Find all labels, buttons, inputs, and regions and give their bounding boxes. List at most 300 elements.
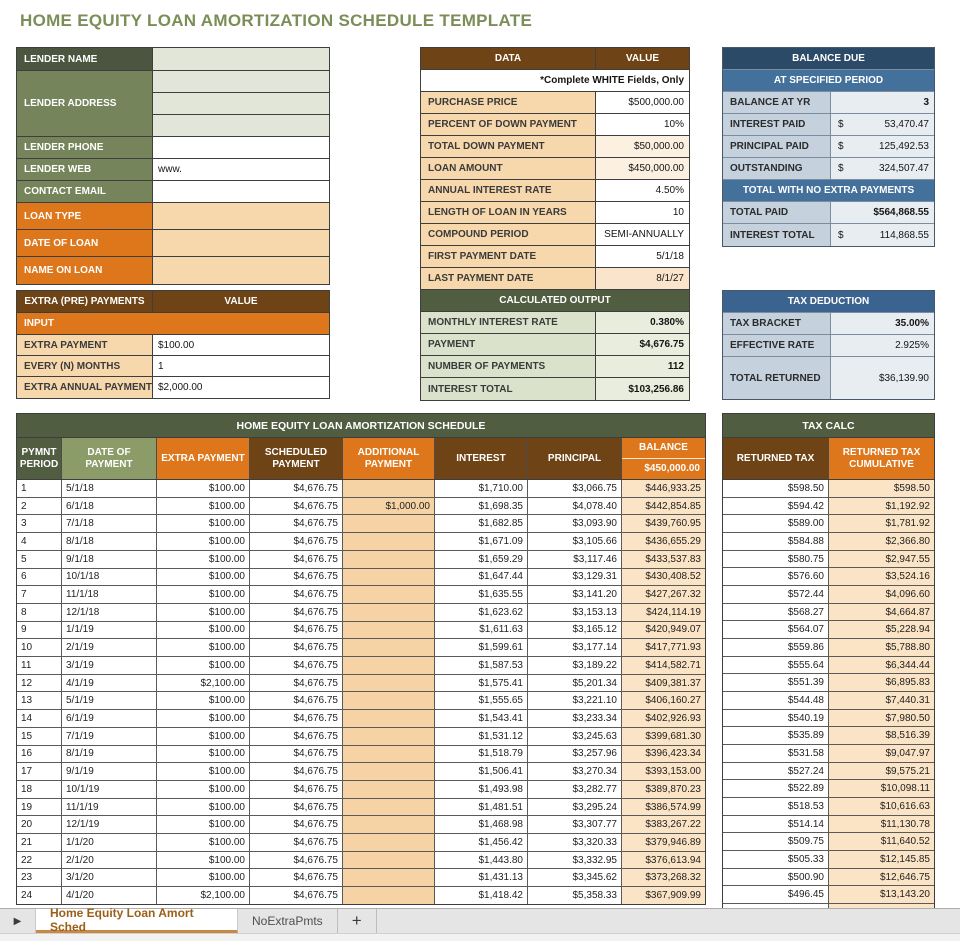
date-cell[interactable]: 3/1/19 xyxy=(62,657,157,674)
returned-tax-cumulative-cell[interactable]: $4,096.60 xyxy=(829,586,934,603)
additional-payment-cell[interactable] xyxy=(343,533,435,550)
principal-cell[interactable]: $3,245.63 xyxy=(528,728,622,745)
scheduled-payment-cell[interactable]: $4,676.75 xyxy=(250,622,343,639)
principal-cell[interactable]: $3,270.34 xyxy=(528,763,622,780)
contact-email-value[interactable] xyxy=(153,181,329,202)
period-cell[interactable]: 15 xyxy=(17,728,62,745)
interest-cell[interactable]: $1,710.00 xyxy=(435,480,528,497)
interest-cell[interactable]: $1,456.42 xyxy=(435,834,528,851)
extra-payment-cell[interactable]: $100.00 xyxy=(157,480,250,497)
principal-cell[interactable]: $3,189.22 xyxy=(528,657,622,674)
additional-payment-cell[interactable] xyxy=(343,586,435,603)
principal-cell[interactable]: $4,078.40 xyxy=(528,498,622,515)
period-cell[interactable]: 6 xyxy=(17,569,62,586)
additional-payment-cell[interactable] xyxy=(343,569,435,586)
additional-payment-cell[interactable] xyxy=(343,781,435,798)
balance-cell[interactable]: $373,268.32 xyxy=(622,869,705,886)
schedule-row xyxy=(17,604,705,622)
scheduled-payment-cell[interactable]: $4,676.75 xyxy=(250,498,343,515)
monthly-rate-value[interactable]: 0.380% xyxy=(596,312,689,333)
extra-payment-cell[interactable]: $100.00 xyxy=(157,604,250,621)
returned-tax-cumulative-cell[interactable]: $4,664.87 xyxy=(829,604,934,621)
balance-cell[interactable]: $436,655.29 xyxy=(622,533,705,550)
first-payment-value[interactable]: 5/1/18 xyxy=(656,251,684,262)
extra-payment-cell[interactable]: $100.00 xyxy=(157,515,250,532)
every-n-months-label: EVERY (N) MONTHS xyxy=(17,356,153,376)
returned-tax-cumulative-cell[interactable]: $12,145.85 xyxy=(829,851,934,868)
interest-cell[interactable]: $1,623.62 xyxy=(435,604,528,621)
tax-calc-row xyxy=(723,586,934,604)
returned-tax-cell[interactable]: $535.89 xyxy=(723,727,829,744)
returned-tax-cell[interactable]: $522.89 xyxy=(723,780,829,797)
scheduled-payment-cell[interactable]: $4,676.75 xyxy=(250,852,343,869)
returned-tax-cumulative-cell[interactable]: $10,098.11 xyxy=(829,780,934,797)
returned-tax-cumulative-cell[interactable]: $7,440.31 xyxy=(829,692,934,709)
tab-home-equity-loan-amort-sched[interactable] xyxy=(36,905,238,934)
additional-payment-cell[interactable] xyxy=(343,816,435,833)
principal-paid-value[interactable] xyxy=(831,136,934,157)
returned-tax-cumulative-cell[interactable]: $2,947.55 xyxy=(829,551,934,568)
date-cell[interactable]: 6/1/18 xyxy=(62,498,157,515)
payment-value[interactable]: $4,676.75 xyxy=(596,334,689,355)
lender-phone-value[interactable] xyxy=(153,137,329,158)
scheduled-payment-cell[interactable]: $4,676.75 xyxy=(250,869,343,886)
interest-total-due-label: INTEREST TOTAL xyxy=(723,224,831,246)
balance-cell[interactable]: $414,582.71 xyxy=(622,657,705,674)
principal-cell[interactable]: $3,129.31 xyxy=(528,569,622,586)
scheduled-payment-cell[interactable]: $4,676.75 xyxy=(250,781,343,798)
interest-cell[interactable]: $1,481.51 xyxy=(435,799,528,816)
date-cell[interactable]: 11/1/18 xyxy=(62,586,157,603)
returned-tax-cell[interactable]: $527.24 xyxy=(723,763,829,780)
additional-payment-cell[interactable] xyxy=(343,657,435,674)
principal-cell[interactable]: $3,320.33 xyxy=(528,834,622,851)
scheduled-payment-cell[interactable]: $4,676.75 xyxy=(250,816,343,833)
balance-at-yr-label: BALANCE AT YR xyxy=(723,92,831,113)
returned-tax-cumulative-cell[interactable]: $8,516.39 xyxy=(829,727,934,744)
compound-period-value[interactable]: SEMI-ANNUALLY xyxy=(604,229,684,240)
returned-tax-cumulative-cell[interactable]: $5,788.80 xyxy=(829,639,934,656)
balance-cell[interactable]: $427,267.32 xyxy=(622,586,705,603)
returned-tax-cell[interactable]: $589.00 xyxy=(723,515,829,532)
additional-payment-cell[interactable] xyxy=(343,675,435,692)
schedule-row xyxy=(17,781,705,799)
extra-payment-cell[interactable]: $100.00 xyxy=(157,869,250,886)
period-cell[interactable]: 5 xyxy=(17,551,62,568)
interest-paid-value[interactable] xyxy=(831,114,934,135)
date-cell[interactable]: 7/1/18 xyxy=(62,515,157,532)
scheduled-payment-cell[interactable]: $4,676.75 xyxy=(250,728,343,745)
extra-payment-cell[interactable]: $100.00 xyxy=(157,834,250,851)
total-down-value[interactable]: $50,000.00 xyxy=(596,136,689,157)
scheduled-payment-cell[interactable]: $4,676.75 xyxy=(250,533,343,550)
scheduled-payment-cell[interactable]: $4,676.75 xyxy=(250,746,343,763)
period-cell[interactable]: 3 xyxy=(17,515,62,532)
schedule-row xyxy=(17,728,705,746)
effective-rate-value[interactable]: 2.925% xyxy=(831,335,934,356)
date-cell[interactable]: 3/1/20 xyxy=(62,869,157,886)
period-cell[interactable]: 14 xyxy=(17,710,62,727)
period-cell[interactable]: 24 xyxy=(17,887,62,904)
period-cell[interactable]: 19 xyxy=(17,799,62,816)
lender-web-value[interactable]: www. xyxy=(158,164,182,175)
additional-payment-cell[interactable] xyxy=(343,746,435,763)
period-cell[interactable]: 17 xyxy=(17,763,62,780)
date-cell[interactable]: 1/1/20 xyxy=(62,834,157,851)
extra-payment-cell[interactable]: $100.00 xyxy=(157,799,250,816)
extra-annual-payment-value[interactable]: $2,000.00 xyxy=(158,382,203,393)
extra-payment-cell[interactable]: $2,100.00 xyxy=(157,887,250,904)
interest-cell[interactable]: $1,635.55 xyxy=(435,586,528,603)
date-cell[interactable]: 8/1/18 xyxy=(62,533,157,550)
lender-address-line1[interactable] xyxy=(153,71,329,93)
balance-cell[interactable]: $433,537.83 xyxy=(622,551,705,568)
date-cell[interactable]: 6/1/19 xyxy=(62,710,157,727)
principal-cell[interactable]: $3,257.96 xyxy=(528,746,622,763)
returned-tax-cell[interactable]: $572.44 xyxy=(723,586,829,603)
interest-cell[interactable]: $1,418.42 xyxy=(435,887,528,904)
balance-cell[interactable]: $399,681.30 xyxy=(622,728,705,745)
interest-cell[interactable]: $1,682.85 xyxy=(435,515,528,532)
period-cell[interactable]: 18 xyxy=(17,781,62,798)
interest-cell[interactable]: $1,611.63 xyxy=(435,622,528,639)
additional-payment-cell[interactable] xyxy=(343,515,435,532)
additional-payment-cell[interactable] xyxy=(343,622,435,639)
tax-calc-table xyxy=(722,413,935,910)
date-cell[interactable]: 8/1/19 xyxy=(62,746,157,763)
returned-tax-cell[interactable]: $576.60 xyxy=(723,568,829,585)
returned-tax-cell[interactable]: $505.33 xyxy=(723,851,829,868)
additional-payment-cell[interactable] xyxy=(343,639,435,656)
date-cell[interactable]: 9/1/19 xyxy=(62,763,157,780)
returned-tax-cumulative-cell[interactable]: $7,980.50 xyxy=(829,710,934,727)
scheduled-payment-cell[interactable]: $4,676.75 xyxy=(250,675,343,692)
additional-payment-cell[interactable] xyxy=(343,887,435,904)
balance-cell[interactable]: $386,574.99 xyxy=(622,799,705,816)
returned-tax-cumulative-cell[interactable]: $10,616.63 xyxy=(829,798,934,815)
principal-cell[interactable]: $3,221.10 xyxy=(528,692,622,709)
extra-payment-value[interactable]: $100.00 xyxy=(158,339,195,351)
returned-tax-cell[interactable]: $500.90 xyxy=(723,869,829,886)
returned-tax-cumulative-cell[interactable]: $11,130.78 xyxy=(829,816,934,833)
schedule-row xyxy=(17,869,705,887)
tab-noextrapmts[interactable] xyxy=(238,909,338,933)
scheduled-payment-cell[interactable]: $4,676.75 xyxy=(250,639,343,656)
returned-tax-cumulative-cell[interactable]: $2,366.80 xyxy=(829,533,934,550)
amount: $564,868.55 xyxy=(873,207,929,218)
period-cell[interactable]: 20 xyxy=(17,816,62,833)
date-cell[interactable]: 9/1/18 xyxy=(62,551,157,568)
additional-payment-cell[interactable] xyxy=(343,728,435,745)
interest-cell[interactable]: $1,659.29 xyxy=(435,551,528,568)
every-n-months-value[interactable]: 1 xyxy=(158,360,164,372)
returned-tax-cumulative-cell[interactable]: $5,228.94 xyxy=(829,621,934,638)
date-of-loan-value[interactable] xyxy=(153,230,329,256)
principal-cell[interactable]: $5,201.34 xyxy=(528,675,622,692)
returned-tax-cumulative-cell[interactable]: $3,524.16 xyxy=(829,568,934,585)
extra-payment-cell[interactable]: $100.00 xyxy=(157,710,250,727)
balance-cell[interactable]: $420,949.07 xyxy=(622,622,705,639)
extra-payment-cell[interactable]: $100.00 xyxy=(157,728,250,745)
returned-tax-cumulative-cell[interactable]: $6,344.44 xyxy=(829,657,934,674)
add-sheet-button[interactable] xyxy=(338,909,377,933)
date-cell[interactable]: 4/1/20 xyxy=(62,887,157,904)
balance-cell[interactable]: $396,423.34 xyxy=(622,746,705,763)
interest-cell[interactable]: $1,698.35 xyxy=(435,498,528,515)
interest-cell[interactable]: $1,671.09 xyxy=(435,533,528,550)
returned-tax-cell[interactable]: $518.53 xyxy=(723,798,829,815)
returned-tax-cumulative-cell[interactable]: $9,575.21 xyxy=(829,763,934,780)
returned-tax-cell[interactable]: $559.86 xyxy=(723,639,829,656)
returned-tax-cell[interactable]: $594.42 xyxy=(723,498,829,515)
interest-cell[interactable]: $1,518.79 xyxy=(435,746,528,763)
period-cell[interactable]: 8 xyxy=(17,604,62,621)
last-payment-value[interactable]: 8/1/27 xyxy=(596,268,689,289)
extra-payment-cell[interactable]: $100.00 xyxy=(157,569,250,586)
additional-payment-cell[interactable] xyxy=(343,480,435,497)
interest-cell[interactable]: $1,506.41 xyxy=(435,763,528,780)
date-cell[interactable]: 5/1/19 xyxy=(62,692,157,709)
extra-payment-cell[interactable]: $100.00 xyxy=(157,498,250,515)
date-cell[interactable]: 12/1/18 xyxy=(62,604,157,621)
scheduled-payment-cell[interactable]: $4,676.75 xyxy=(250,586,343,603)
returned-tax-cumulative-cell[interactable]: $6,895.83 xyxy=(829,674,934,691)
scheduled-payment-cell[interactable]: $4,676.75 xyxy=(250,551,343,568)
loan-amount-value[interactable]: $450,000.00 xyxy=(596,158,689,179)
balance-cell[interactable]: $383,267.22 xyxy=(622,816,705,833)
period-cell[interactable]: 10 xyxy=(17,639,62,656)
balance-cell[interactable]: $376,613.94 xyxy=(622,852,705,869)
period-cell[interactable]: 1 xyxy=(17,480,62,497)
date-cell[interactable]: 10/1/18 xyxy=(62,569,157,586)
returned-tax-cell[interactable]: $555.64 xyxy=(723,657,829,674)
outstanding-value[interactable] xyxy=(831,158,934,179)
date-cell[interactable]: 7/1/19 xyxy=(62,728,157,745)
returned-tax-cell[interactable]: $584.88 xyxy=(723,533,829,550)
principal-cell[interactable]: $3,307.77 xyxy=(528,816,622,833)
additional-payment-cell[interactable] xyxy=(343,551,435,568)
extra-payment-cell[interactable]: $100.00 xyxy=(157,763,250,780)
purchase-price-value[interactable]: $500,000.00 xyxy=(628,97,684,108)
balance-cell[interactable]: $442,854.85 xyxy=(622,498,705,515)
additional-payment-cell[interactable] xyxy=(343,852,435,869)
returned-tax-cell[interactable]: $568.27 xyxy=(723,604,829,621)
date-cell[interactable]: 10/1/19 xyxy=(62,781,157,798)
tax-calc-header xyxy=(723,438,934,480)
sheet-scroll-button[interactable] xyxy=(0,909,36,933)
returned-tax-cumulative-cell[interactable]: $13,143.20 xyxy=(829,886,934,903)
additional-payment-cell[interactable] xyxy=(343,799,435,816)
balance-cell[interactable]: $430,408.52 xyxy=(622,569,705,586)
total-returned-value[interactable]: $36,139.90 xyxy=(831,357,934,399)
calculated-output-header: CALCULATED OUTPUT xyxy=(421,290,689,311)
principal-cell[interactable]: $3,177.14 xyxy=(528,639,622,656)
balance-cell[interactable]: $439,760.95 xyxy=(622,515,705,532)
period-cell[interactable]: 13 xyxy=(17,692,62,709)
returned-tax-cumulative-cell[interactable]: $9,047.97 xyxy=(829,745,934,762)
date-cell[interactable]: 5/1/18 xyxy=(62,480,157,497)
scheduled-payment-cell[interactable]: $4,676.75 xyxy=(250,834,343,851)
returned-tax-cell[interactable]: $544.48 xyxy=(723,692,829,709)
returned-tax-cell[interactable]: $496.45 xyxy=(723,886,829,903)
returned-tax-cumulative-cell[interactable]: $12,646.75 xyxy=(829,869,934,886)
balance-cell[interactable]: $406,160.27 xyxy=(622,692,705,709)
extra-payment-cell[interactable]: $100.00 xyxy=(157,622,250,639)
principal-cell[interactable]: $3,105.66 xyxy=(528,533,622,550)
total-paid-value[interactable] xyxy=(831,202,934,223)
returned-tax-cumulative-cell[interactable]: $1,192.92 xyxy=(829,498,934,515)
balance-cell[interactable]: $389,870.23 xyxy=(622,781,705,798)
returned-tax-cell[interactable]: $564.07 xyxy=(723,621,829,638)
scheduled-payment-cell[interactable]: $4,676.75 xyxy=(250,604,343,621)
extra-payment-cell[interactable]: $100.00 xyxy=(157,746,250,763)
period-cell[interactable]: 9 xyxy=(17,622,62,639)
scheduled-payment-cell[interactable]: $4,676.75 xyxy=(250,480,343,497)
extra-payment-cell[interactable]: $100.00 xyxy=(157,816,250,833)
tax-bracket-value[interactable]: 35.00% xyxy=(831,313,934,334)
date-cell[interactable]: 2/1/20 xyxy=(62,852,157,869)
additional-payment-cell[interactable] xyxy=(343,692,435,709)
schedule-row xyxy=(17,657,705,675)
lender-name-value[interactable] xyxy=(153,48,329,70)
principal-cell[interactable]: $3,345.62 xyxy=(528,869,622,886)
scheduled-payment-cell[interactable]: $4,676.75 xyxy=(250,710,343,727)
period-cell[interactable]: 4 xyxy=(17,533,62,550)
principal-cell[interactable]: $3,093.90 xyxy=(528,515,622,532)
number-of-payments-value[interactable]: 112 xyxy=(596,356,689,377)
loan-type-value[interactable] xyxy=(153,203,329,229)
scheduled-payment-cell[interactable]: $4,676.75 xyxy=(250,692,343,709)
additional-payment-cell[interactable] xyxy=(343,763,435,780)
additional-payment-cell[interactable] xyxy=(343,834,435,851)
amount: 53,470.47 xyxy=(884,119,929,130)
principal-cell[interactable]: $3,066.75 xyxy=(528,480,622,497)
balance-cell[interactable]: $379,946.89 xyxy=(622,834,705,851)
date-cell[interactable]: 1/1/19 xyxy=(62,622,157,639)
returned-tax-cell[interactable]: $531.58 xyxy=(723,745,829,762)
interest-cell[interactable]: $1,493.98 xyxy=(435,781,528,798)
principal-cell[interactable]: $3,153.13 xyxy=(528,604,622,621)
balance-cell[interactable]: $402,926.93 xyxy=(622,710,705,727)
principal-cell[interactable]: $3,332.95 xyxy=(528,852,622,869)
date-cell[interactable]: 2/1/19 xyxy=(62,639,157,656)
extra-payment-cell[interactable]: $100.00 xyxy=(157,852,250,869)
name-on-loan-value[interactable] xyxy=(153,257,329,284)
scheduled-payment-cell[interactable]: $4,676.75 xyxy=(250,515,343,532)
principal-cell[interactable]: $3,165.12 xyxy=(528,622,622,639)
period-cell[interactable]: 21 xyxy=(17,834,62,851)
interest-cell[interactable]: $1,555.65 xyxy=(435,692,528,709)
extra-payment-cell[interactable]: $100.00 xyxy=(157,781,250,798)
percent-down-value[interactable]: 10% xyxy=(663,119,684,130)
returned-tax-cell[interactable]: $580.75 xyxy=(723,551,829,568)
returned-tax-cell[interactable]: $514.14 xyxy=(723,816,829,833)
interest-cell[interactable]: $1,443.80 xyxy=(435,852,528,869)
scheduled-payment-cell[interactable]: $4,676.75 xyxy=(250,763,343,780)
period-cell[interactable]: 12 xyxy=(17,675,62,692)
period-cell[interactable]: 16 xyxy=(17,746,62,763)
date-cell[interactable]: 11/1/19 xyxy=(62,799,157,816)
additional-payment-cell[interactable] xyxy=(343,604,435,621)
lender-address-line2[interactable] xyxy=(153,93,329,115)
scheduled-payment-cell[interactable]: $4,676.75 xyxy=(250,569,343,586)
interest-cell[interactable]: $1,431.13 xyxy=(435,869,528,886)
date-cell[interactable]: 4/1/19 xyxy=(62,675,157,692)
extra-payment-cell[interactable]: $100.00 xyxy=(157,551,250,568)
additional-payment-cell[interactable] xyxy=(343,710,435,727)
returned-tax-cell[interactable]: $551.39 xyxy=(723,674,829,691)
principal-cell[interactable]: $3,282.77 xyxy=(528,781,622,798)
extra-payment-cell[interactable]: $100.00 xyxy=(157,657,250,674)
tax-deduction-title: TAX DEDUCTION xyxy=(723,291,934,312)
number-of-payments-label: NUMBER OF PAYMENTS xyxy=(421,356,596,377)
additional-payment-cell[interactable] xyxy=(343,869,435,886)
lender-address-line3[interactable] xyxy=(153,115,329,136)
extra-payment-cell[interactable]: $100.00 xyxy=(157,639,250,656)
interest-cell[interactable]: $1,575.41 xyxy=(435,675,528,692)
principal-cell[interactable]: $3,233.34 xyxy=(528,710,622,727)
interest-cell[interactable]: $1,468.98 xyxy=(435,816,528,833)
additional-payment-cell[interactable]: $1,000.00 xyxy=(343,498,435,515)
principal-cell[interactable]: $3,295.24 xyxy=(528,799,622,816)
interest-cell[interactable]: $1,587.53 xyxy=(435,657,528,674)
returned-tax-cumulative-cell[interactable]: $598.50 xyxy=(829,480,934,497)
period-cell[interactable]: 22 xyxy=(17,852,62,869)
period-cell[interactable]: 11 xyxy=(17,657,62,674)
interest-cell[interactable]: $1,531.12 xyxy=(435,728,528,745)
interest-total-value[interactable]: $103,256.86 xyxy=(596,378,689,400)
date-cell[interactable]: 12/1/19 xyxy=(62,816,157,833)
returned-tax-cumulative-cell[interactable]: $1,781.92 xyxy=(829,515,934,532)
balance-cell[interactable]: $367,909.99 xyxy=(622,887,705,904)
schedule-row xyxy=(17,675,705,693)
extra-payment-cell[interactable]: $100.00 xyxy=(157,533,250,550)
interest-total-due-value[interactable] xyxy=(831,224,934,246)
extra-payment-cell[interactable]: $100.00 xyxy=(157,586,250,603)
period-cell[interactable]: 7 xyxy=(17,586,62,603)
extra-payment-cell[interactable]: $2,100.00 xyxy=(157,675,250,692)
balance-cell[interactable]: $409,381.37 xyxy=(622,675,705,692)
balance-cell[interactable]: $393,153.00 xyxy=(622,763,705,780)
interest-cell[interactable]: $1,599.61 xyxy=(435,639,528,656)
balance-at-yr-value[interactable] xyxy=(831,92,934,113)
extra-payment-cell[interactable]: $100.00 xyxy=(157,692,250,709)
loan-length-value[interactable]: 10 xyxy=(672,207,684,218)
returned-tax-cell[interactable]: $509.75 xyxy=(723,833,829,850)
balance-cell[interactable]: $417,771.93 xyxy=(622,639,705,656)
currency-symbol: $ xyxy=(838,141,844,152)
tax-calc-row xyxy=(723,763,934,781)
balance-cell[interactable]: $424,114.19 xyxy=(622,604,705,621)
interest-cell[interactable]: $1,647.44 xyxy=(435,569,528,586)
returned-tax-cell[interactable]: $540.19 xyxy=(723,710,829,727)
principal-cell[interactable]: $3,117.46 xyxy=(528,551,622,568)
period-cell[interactable]: 2 xyxy=(17,498,62,515)
at-specified-period-header: AT SPECIFIED PERIOD xyxy=(723,70,934,91)
scheduled-payment-cell[interactable]: $4,676.75 xyxy=(250,799,343,816)
returned-tax-cumulative-cell[interactable]: $11,640.52 xyxy=(829,833,934,850)
principal-cell[interactable]: $3,141.20 xyxy=(528,586,622,603)
balance-due-title: BALANCE DUE xyxy=(723,48,934,69)
scheduled-payment-cell[interactable]: $4,676.75 xyxy=(250,887,343,904)
principal-cell[interactable]: $5,358.33 xyxy=(528,887,622,904)
interest-cell[interactable]: $1,543.41 xyxy=(435,710,528,727)
returned-tax-cell[interactable]: $598.50 xyxy=(723,480,829,497)
scheduled-payment-cell[interactable]: $4,676.75 xyxy=(250,657,343,674)
annual-rate-value[interactable]: 4.50% xyxy=(655,185,684,196)
balance-cell[interactable]: $446,933.25 xyxy=(622,480,705,497)
period-cell[interactable]: 23 xyxy=(17,869,62,886)
